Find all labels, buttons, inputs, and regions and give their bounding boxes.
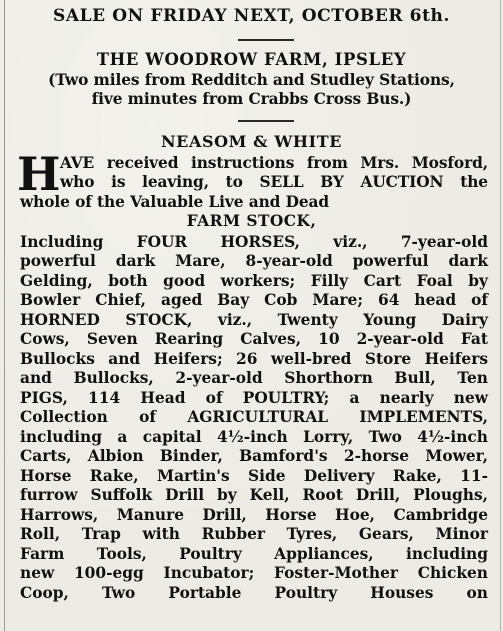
body-line: Carts, Albion Binder, Bamford's 2-horse Mower, (20, 447, 488, 465)
body-line: PIGS, 114 Head of POULTRY; a nearly new (20, 389, 488, 407)
body-line: Horse Rake, Martin's Side Delivery Rake, 11- (20, 467, 488, 485)
drop-cap-letter: H (17, 147, 61, 201)
body-line: and Bullocks, 2-year-old Shorthorn Bull, Ten (20, 369, 488, 387)
intro-line-3: whole of the Valuable Live and Dead (20, 193, 330, 211)
auctioneers-name: NEASOM & WHITE (160, 132, 343, 151)
farm-stock-heading: FARM STOCK, (186, 212, 317, 230)
body-line: Cows, Seven Rearing Calves, 10 2-year-old Fat (20, 330, 488, 348)
body-line: including a capital 4½-inch Lorry, Two 4½-inch (20, 428, 488, 446)
body-line: Bullocks and Heifers; 26 well-bred Store Heifers (20, 350, 488, 368)
divider-rule-middle (238, 120, 294, 122)
body-line: Coop, Two Portable Poultry Houses on (20, 584, 488, 602)
body-line: Collection of AGRICULTURAL IMPLEMENTS, (20, 408, 488, 426)
intro-line-1: AVE received instructions from Mrs. Mosford, (60, 154, 488, 172)
farm-name: THE WOODROW FARM, IPSLEY (96, 50, 407, 69)
body-line: Roll, Trap with Rubber Tyres, Gears, Minor (20, 525, 488, 543)
body-line: new 100-egg Incubator; Foster-Mother Chicken (20, 564, 488, 582)
body-line: Farm Tools, Poultry Appliances, including (20, 545, 488, 563)
body-line: Bowler Chief, aged Bay Cob Mare; 64 head of (20, 291, 488, 309)
body-line: HORNED STOCK, viz., Twenty Young Dairy (20, 311, 488, 329)
body-line: Harrows, Manure Drill, Horse Hoe, Cambridge (20, 506, 488, 524)
location-line-2: five minutes from Crabbs Cross Bus.) (91, 90, 412, 108)
body-line: powerful dark Mare, 8-year-old powerful dark (20, 252, 488, 270)
location-line-1: (Two miles from Redditch and Studley Stations, (48, 71, 455, 89)
body-line: Including FOUR HORSES, viz., 7-year-old (20, 233, 488, 251)
body-line: Gelding, both good workers; Filly Cart Foal by (20, 272, 488, 290)
sale-title: SALE ON FRIDAY NEXT, OCTOBER 6th. (52, 6, 451, 26)
intro-line-2: who is leaving, to SELL BY AUCTION the (60, 173, 488, 191)
divider-rule-top (238, 39, 294, 41)
body-line: furrow Suffolk Drill by Kell, Root Drill, Ploughs, (20, 486, 488, 504)
